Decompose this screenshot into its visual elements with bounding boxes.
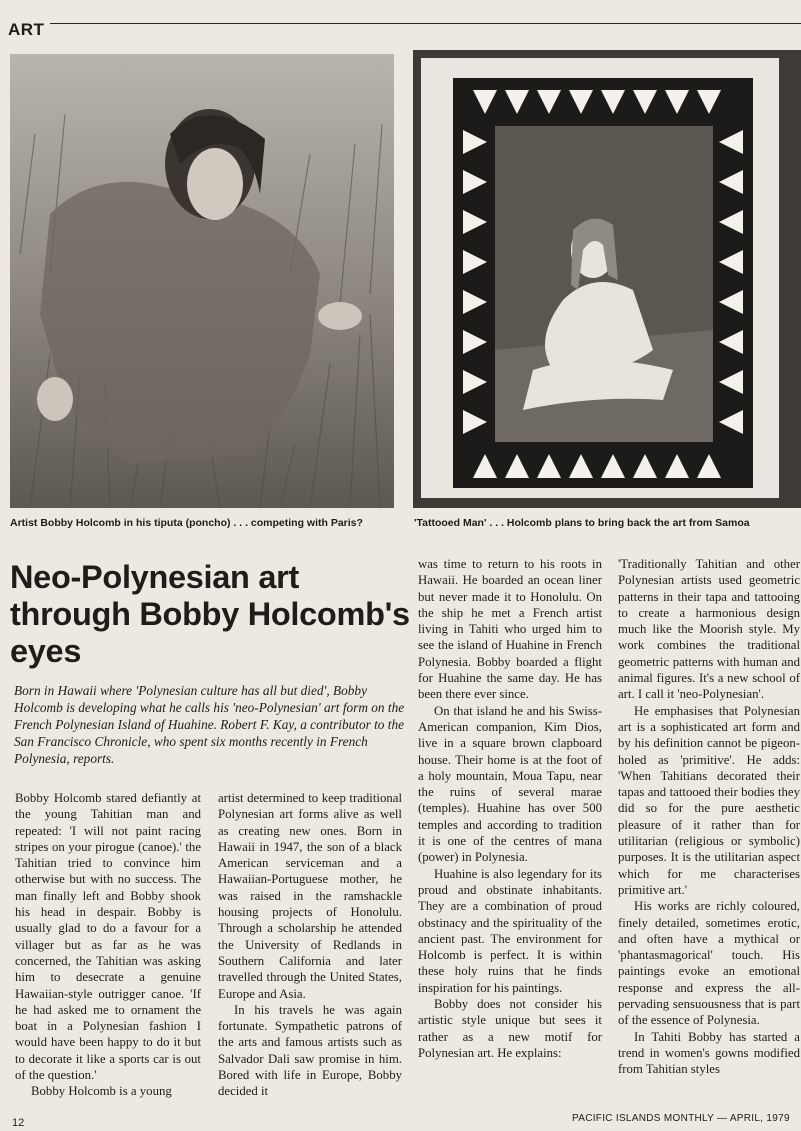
body-column-1 xyxy=(15,790,201,1100)
right-photo-caption: 'Tattooed Man' . . . Holcomb plans to bring back the art from Samoa xyxy=(414,517,750,529)
section-label: ART xyxy=(8,20,45,39)
article-headline: Neo-Polynesian art through Bobby Holcomb's eyes xyxy=(10,559,410,669)
publication-footer: PACIFIC ISLANDS MONTHLY — APRIL, 1979 xyxy=(572,1113,790,1124)
body-paragraph: His works are richly coloured, finely detailed, sometimes erotic, and often have a mythical or 'phantasmagorical' touch. His paintings evoke an emotional response and express the all-pervading sensuousness that is part of the essence of Polynesia. xyxy=(618,899,800,1028)
body-paragraph: In his travels he was again fortunate. Sympathetic patrons of the arts and famous artists such as Salvador Dali saw promise in him. Bored with life in Europe, Bobby decided it xyxy=(218,1002,402,1099)
left-photo-caption: Artist Bobby Holcomb in his tiputa (poncho) . . . competing with Paris? xyxy=(10,517,363,529)
header-rule xyxy=(50,23,801,24)
body-paragraph: Bobby does not consider his artistic style unique but sees it rather as a new motif for Polynesian art. He explains: xyxy=(418,997,602,1060)
artist-photo-illustration xyxy=(10,54,394,508)
body-column-2 xyxy=(218,790,402,1100)
article-deck: Born in Hawaii where 'Polynesian culture has all but died', Bobby Holcomb is developing what he calls his 'neo-Polynesian' art form on the French Polynesian Island of Huahine. Robert F. Kay, a contributor to the San Francisco Chronicle, who spent six months recently in French Polynesia, reports. xyxy=(14,683,405,766)
body-column-3 xyxy=(418,556,602,1061)
body-paragraph: Huahine is also legendary for its proud and obstinate inhabitants. They are a combination of proud obstinacy and the spirituality of the ancient past. The environment for Holcomb is perfect. It is within these holy ruins that he finds inspiration for his paintings. xyxy=(418,866,602,995)
body-paragraph: 'Traditionally Tahitian and other Polynesian artists used geometric patterns in their tapa and tattooing to create a harmonious design much like the Moorish style. My work combines the traditional geometric patterns with human and animal figures. It's a new school of art. I call it 'neo-Polynesian'. xyxy=(618,557,800,702)
artist-photo xyxy=(10,54,394,508)
body-paragraph: In Tahiti Bobby has started a trend in women's gowns modified from Tahitian styles xyxy=(618,1029,800,1077)
body-paragraph: was time to return to his roots in Hawaii. He boarded an ocean liner but never made it to Honolulu. On the ship he met a French artist living in Tahiti who urged him to see the island of Huahine in French Polynesia. Bobby boarded a flight for Huahine the same day. He has been there ever since. xyxy=(418,557,602,702)
body-column-4 xyxy=(618,556,800,1078)
body-paragraph: Bobby Holcomb stared defiantly at the young Tahitian man and repeated: 'I will not paint racing stripes on your pirogue (canoe).' the Tahitian tried to convince him otherwise but with no success. The man finally left and Bobby shook his head in despair. Bobby is usually glad to do a favour for a villager but as far as he was concerned, the Tahitian was asking him to desecrate a genuine Hawaiian-style outrigger canoe. 'If he had asked me to ornament the boat in a Polynesian fashion I would have been happy to do it but to decorate it like a sports car is out of the question.' xyxy=(15,791,201,1083)
tattooed-man-painting-illustration xyxy=(413,50,801,508)
body-paragraph: artist determined to keep traditional Polynesian art forms alive as well as creating new ones. Born in Hawaii in 1947, the son of a black American serviceman and a Hawaiian-Portuguese mother, he was raised in the ramshackle housing projects of Honolulu. Through a scholarship he attended the University of Redlands in Southern California and later travelled through the United States, Europe and Asia. xyxy=(218,791,402,1001)
body-paragraph: Bobby Holcomb is a young xyxy=(31,1084,172,1099)
body-paragraph: On that island he and his Swiss-American companion, Kim Dios, live in a square brown clapboard house. Their home is at the foot of a holy mountain, Moua Tapu, near the ruins of several marae (temples). Huahine has over 500 temples and according to tradition it is one of the centres of mana (power) in Polynesia. xyxy=(418,703,602,865)
page-number: 12 xyxy=(12,1117,25,1129)
body-paragraph: He emphasises that Polynesian art is a sophisticated art form and by his definition cannot be pigeon-holed as 'primitive'. He adds: 'When Tahitians decorated their tapas and tattooed their bodies they did so for the pure aesthetic pleasure of it rather than for utilitarian (religious or symbolic) purposes. It is the utilitarian aspect which for me characterises primitive art.' xyxy=(618,703,800,897)
tattooed-man-painting-photo xyxy=(413,50,801,508)
